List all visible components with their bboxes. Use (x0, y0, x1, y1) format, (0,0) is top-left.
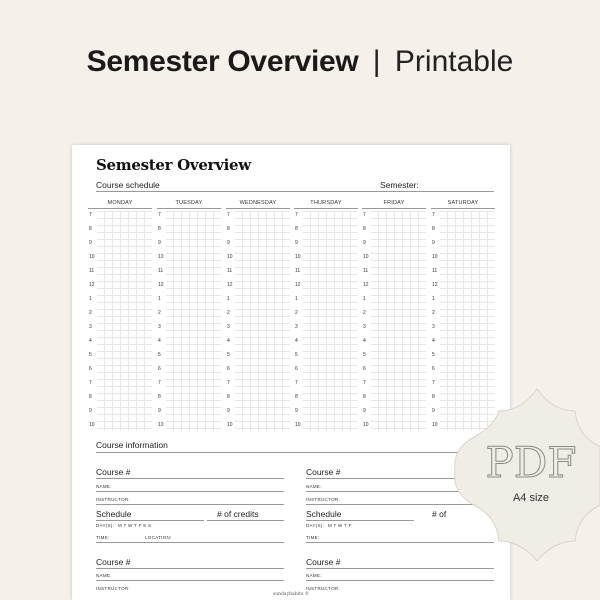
hour-label: 4 (294, 337, 303, 351)
hour-label: 9 (431, 407, 440, 421)
location-label: LOCATION: (145, 535, 172, 540)
hour-label: 4 (226, 337, 235, 351)
hour-label: 10 (362, 253, 371, 267)
time-grid[interactable] (226, 211, 290, 431)
hour-label: 10 (226, 253, 235, 267)
hour-label: 3 (157, 323, 166, 337)
hour-label: 3 (88, 323, 97, 337)
course-name-label: NAME: (96, 484, 112, 489)
hour-label: 10 (88, 421, 97, 435)
hour-label: 12 (157, 281, 166, 295)
hour-label: 1 (226, 295, 235, 309)
hour-label: 8 (431, 393, 440, 407)
schedule-label: Schedule (306, 509, 342, 519)
time-grid[interactable] (88, 211, 152, 431)
header-subtitle: Printable (394, 45, 514, 78)
hour-label: 2 (362, 309, 371, 323)
hour-label: 1 (362, 295, 371, 309)
schedule-line (96, 520, 204, 521)
time-grid[interactable] (157, 211, 221, 431)
hour-label: 9 (88, 407, 97, 421)
weekday-checklist[interactable]: M T W T F (328, 523, 352, 528)
hour-label: 8 (431, 225, 440, 239)
hour-label: 3 (431, 323, 440, 337)
instructor-line[interactable] (96, 504, 284, 505)
hour-label: 6 (294, 365, 303, 379)
hour-label: 8 (88, 225, 97, 239)
badge-pdf-text: PDF (485, 438, 577, 487)
hour-label: 6 (431, 365, 440, 379)
hour-label: 2 (157, 309, 166, 323)
hour-label: 9 (226, 239, 235, 253)
hour-label: 1 (88, 295, 97, 309)
day-header: WEDNESDAY (226, 198, 290, 209)
hour-label: 3 (294, 323, 303, 337)
hour-label: 7 (362, 211, 371, 225)
hour-label: 8 (294, 393, 303, 407)
hour-label: 7 (431, 211, 440, 225)
course-number-label: Course # (96, 467, 131, 477)
hour-label: 10 (157, 253, 166, 267)
hour-label: 9 (157, 407, 166, 421)
hour-label: 7 (431, 379, 440, 393)
hour-label: 10 (88, 253, 97, 267)
course-schedule-label: Course schedule (96, 180, 160, 190)
instructor-label: INSTRUCTOR: (96, 497, 130, 502)
hour-label: 11 (226, 267, 235, 281)
course-number-line[interactable] (96, 478, 284, 479)
hour-label: 9 (226, 407, 235, 421)
day-column (157, 198, 221, 431)
day-header: MONDAY (88, 198, 152, 209)
hour-label: 7 (294, 211, 303, 225)
hour-label: 11 (88, 267, 97, 281)
hour-label: 5 (226, 351, 235, 365)
hour-label: 7 (157, 211, 166, 225)
hour-label: 9 (294, 239, 303, 253)
course-name-label: NAME: (96, 573, 112, 578)
course-number-label: Course # (96, 557, 131, 567)
credits-label: # of (432, 509, 447, 519)
hour-label: 11 (294, 267, 303, 281)
time-label: TIME: (96, 535, 110, 540)
hour-label: 8 (88, 393, 97, 407)
hour-label: 8 (294, 225, 303, 239)
hour-label: 1 (157, 295, 166, 309)
hour-label: 9 (362, 239, 371, 253)
hour-label: 8 (157, 393, 166, 407)
time-location-line[interactable] (96, 542, 284, 543)
hour-label: 7 (294, 379, 303, 393)
course-name-line[interactable] (96, 491, 284, 492)
pdf-badge (441, 381, 600, 561)
hour-label: 2 (431, 309, 440, 323)
hour-label: 11 (157, 267, 166, 281)
days-label: DAY(S): (96, 523, 115, 528)
hour-label: 12 (362, 281, 371, 295)
hour-label: 8 (226, 225, 235, 239)
badge-size-text: A4 size (512, 492, 550, 504)
brand-footer: sundayhabits © (272, 592, 310, 597)
course-name-label: NAME: (306, 484, 322, 489)
hour-label: 7 (226, 211, 235, 225)
hour-label: 5 (294, 351, 303, 365)
hour-label: 6 (226, 365, 235, 379)
hour-label: 6 (88, 365, 97, 379)
day-column (226, 198, 290, 431)
sheet-title: Semester Overview (96, 156, 251, 174)
hour-label: 10 (226, 421, 235, 435)
day-header: TUESDAY (157, 198, 221, 209)
hour-label: 10 (362, 421, 371, 435)
hour-label: 8 (362, 393, 371, 407)
time-grid[interactable] (294, 211, 358, 431)
hour-label: 7 (226, 379, 235, 393)
page-header (0, 40, 600, 84)
hour-label: 1 (431, 295, 440, 309)
day-column (88, 198, 152, 431)
hour-label: 9 (88, 239, 97, 253)
course-name-line[interactable] (306, 580, 494, 581)
course-name-line[interactable] (96, 580, 284, 581)
course-schedule-rule (96, 191, 494, 192)
course-information-rule (96, 452, 494, 453)
day-header: FRIDAY (362, 198, 426, 209)
schedule-label: Schedule (96, 509, 132, 519)
course-information-label: Course information (96, 440, 168, 450)
semester-label: Semester: (380, 180, 419, 190)
hour-label: 3 (226, 323, 235, 337)
hour-label: 5 (157, 351, 166, 365)
hour-label: 7 (88, 379, 97, 393)
hour-label: 10 (294, 253, 303, 267)
time-grid[interactable] (362, 211, 426, 431)
hour-label: 2 (88, 309, 97, 323)
hour-label: 6 (157, 365, 166, 379)
day-column (294, 198, 358, 431)
instructor-label: INSTRUCTOR: (96, 586, 130, 591)
hour-label: 10 (431, 421, 440, 435)
day-header: SATURDAY (431, 198, 495, 209)
instructor-label: INSTRUCTOR: (306, 586, 340, 591)
hour-label: 4 (157, 337, 166, 351)
hour-label: 12 (431, 281, 440, 295)
course-number-line[interactable] (96, 568, 284, 569)
hour-label: 8 (157, 225, 166, 239)
hour-label: 12 (294, 281, 303, 295)
schedule-line (306, 520, 414, 521)
hour-label: 5 (88, 351, 97, 365)
day-column (362, 198, 426, 431)
credits-label: # of credits (217, 509, 259, 519)
hour-label: 4 (431, 337, 440, 351)
hour-label: 11 (362, 267, 371, 281)
hour-label: 4 (362, 337, 371, 351)
header-separator: | (372, 45, 381, 78)
hour-label: 5 (362, 351, 371, 365)
hour-label: 2 (294, 309, 303, 323)
hour-label: 6 (362, 365, 371, 379)
days-label: DAY(S): (306, 523, 325, 528)
hour-label: 5 (431, 351, 440, 365)
header-title: Semester Overview (86, 45, 359, 78)
course-name-label: NAME: (306, 573, 322, 578)
hour-label: 4 (88, 337, 97, 351)
hour-label: 7 (157, 379, 166, 393)
course-number-label: Course # (306, 557, 341, 567)
hour-label: 10 (431, 253, 440, 267)
hour-label: 8 (226, 393, 235, 407)
credits-line[interactable] (207, 520, 284, 521)
hour-label: 9 (294, 407, 303, 421)
course-number-line[interactable] (306, 568, 494, 569)
hour-label: 12 (226, 281, 235, 295)
hour-label: 10 (294, 421, 303, 435)
hour-label: 7 (88, 211, 97, 225)
hour-label: 1 (294, 295, 303, 309)
hour-label: 11 (431, 267, 440, 281)
hour-label: 3 (362, 323, 371, 337)
weekday-checklist[interactable]: M T W T F S S (118, 523, 152, 528)
hour-label: 12 (88, 281, 97, 295)
time-label: TIME: (306, 535, 320, 540)
hour-label: 9 (431, 239, 440, 253)
hour-label: 9 (157, 239, 166, 253)
hour-label: 9 (362, 407, 371, 421)
hour-label: 8 (362, 225, 371, 239)
day-header: THURSDAY (294, 198, 358, 209)
instructor-label: INSTRUCTOR: (306, 497, 340, 502)
hour-label: 7 (362, 379, 371, 393)
course-number-label: Course # (306, 467, 341, 477)
hour-label: 10 (157, 421, 166, 435)
hour-label: 2 (226, 309, 235, 323)
